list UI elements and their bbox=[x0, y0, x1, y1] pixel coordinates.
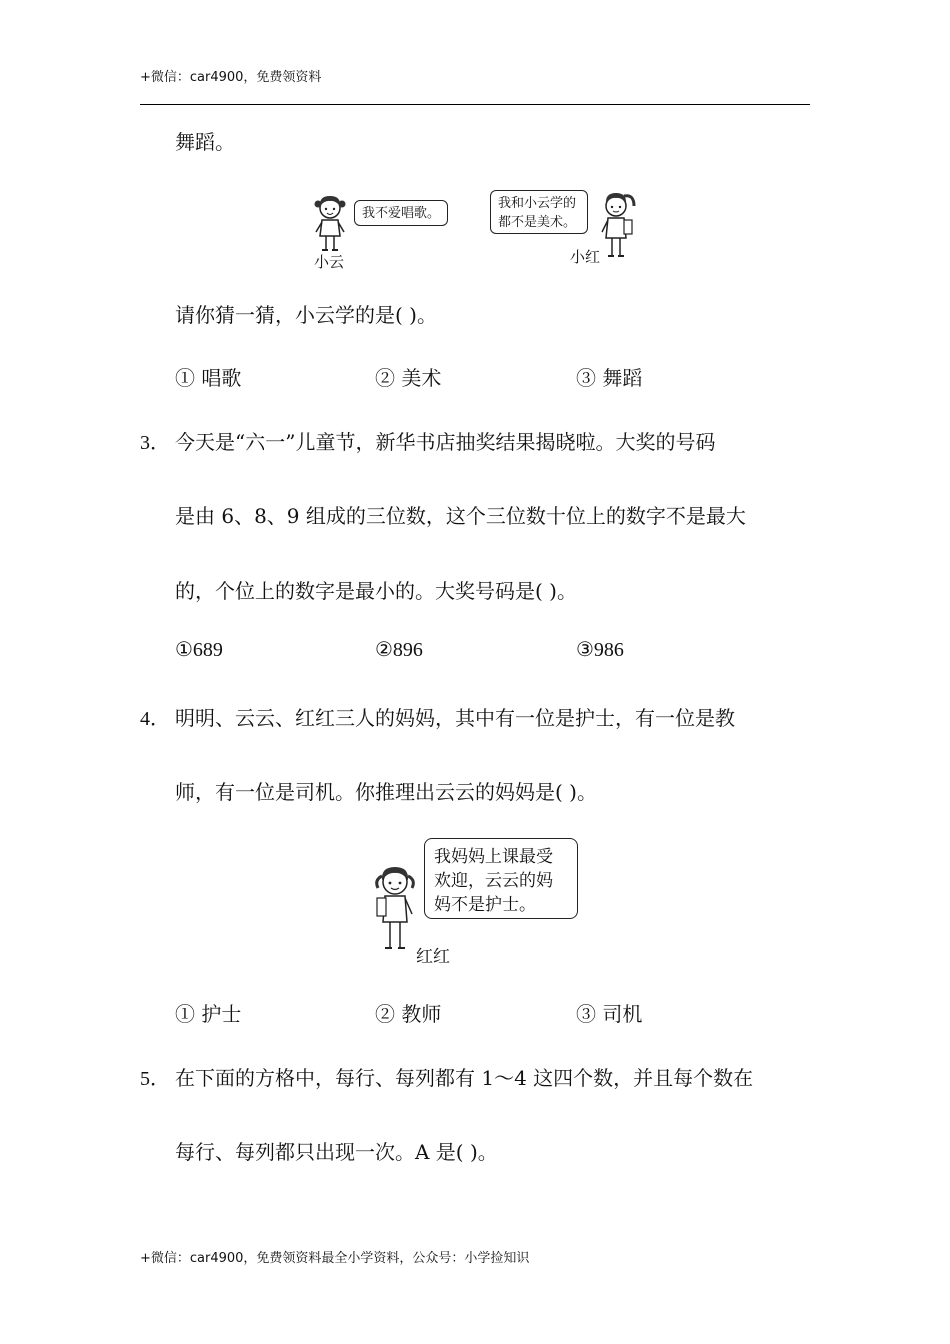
q3-line-2: 是由 6、8、9 组成的三位数，这个三位数十位上的数字不是最大 bbox=[175, 504, 746, 528]
honghong-name-label: 红红 bbox=[416, 947, 450, 967]
q3-line-1: 今天是“六一”儿童节，新华书店抽奖结果揭晓啦。大奖的号码 bbox=[175, 430, 716, 454]
q3-line-3: 的，个位上的数字是最小的。大奖号码是( )。 bbox=[175, 579, 577, 603]
q3-option-2: ②896 bbox=[375, 639, 423, 661]
page-header: +微信：car4900，免费领资料 bbox=[140, 70, 322, 85]
q2-continuation: 舞蹈。 bbox=[175, 130, 235, 154]
honghong-speech-line-3: 妈不是护士。 bbox=[434, 895, 536, 915]
xiaoyun-name-label: 小云 bbox=[314, 253, 345, 271]
q4-option-2: ② 教师 bbox=[375, 1002, 442, 1026]
xiaohong-speech-bubble bbox=[490, 190, 588, 234]
q5-line-2: 每行、每列都只出现一次。A 是( )。 bbox=[175, 1140, 498, 1164]
girl-xiaohong-illustration bbox=[596, 188, 640, 264]
q3-option-1: ①689 bbox=[175, 639, 223, 661]
xiaohong-speech-line-2: 都不是美术。 bbox=[498, 215, 577, 230]
q4-number: 4． bbox=[140, 708, 170, 730]
q2-prompt: 请你猜一猜，小云学的是( )。 bbox=[175, 303, 437, 327]
q5-line-1: 在下面的方格中，每行、每列都有 1～4 这四个数，并且每个数在 bbox=[175, 1066, 754, 1090]
xiaoyun-speech-text: 我不爱唱歌。 bbox=[362, 206, 441, 221]
q2-option-2: ② 美术 bbox=[375, 366, 442, 390]
q4-line-2: 师，有一位是司机。你推理出云云的妈妈是( )。 bbox=[175, 780, 597, 804]
q3-number: 3． bbox=[140, 432, 170, 454]
page-footer: +微信：car4900，免费领资料最全小学资料，公众号：小学捡知识 bbox=[140, 1251, 530, 1266]
q4-option-3: ③ 司机 bbox=[576, 1002, 643, 1026]
q4-line-1: 明明、云云、红红三人的妈妈，其中有一位是护士，有一位是教 bbox=[175, 706, 735, 730]
q3-option-3: ③986 bbox=[576, 639, 624, 661]
q4-option-1: ① 护士 bbox=[175, 1002, 242, 1026]
xiaohong-speech-line-1: 我和小云学的 bbox=[498, 196, 577, 211]
honghong-speech-bubble bbox=[424, 838, 578, 919]
honghong-speech-line-1: 我妈妈上课最受 bbox=[434, 847, 553, 867]
honghong-speech-line-2: 欢迎，云云的妈 bbox=[434, 871, 553, 891]
girl-xiaoyun-illustration bbox=[305, 190, 355, 258]
q2-option-1: ① 唱歌 bbox=[175, 366, 242, 390]
q2-option-3: ③ 舞蹈 bbox=[576, 366, 643, 390]
xiaoyun-speech-bubble bbox=[354, 200, 448, 226]
xiaohong-name-label: 小红 bbox=[570, 248, 601, 266]
q5-number: 5． bbox=[140, 1068, 170, 1090]
girl-honghong-illustration bbox=[370, 862, 420, 958]
header-divider bbox=[140, 104, 810, 105]
